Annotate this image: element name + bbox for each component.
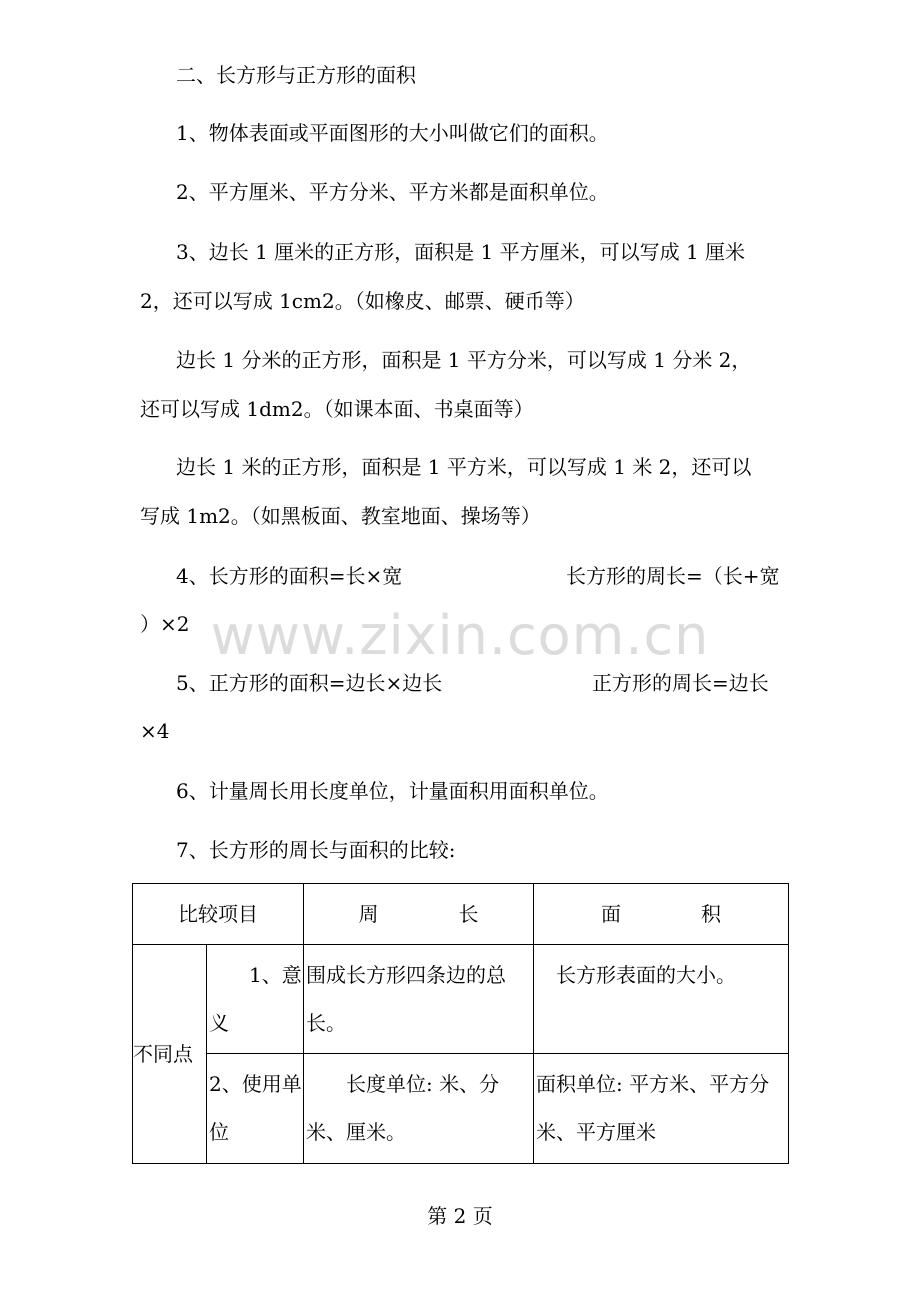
row1-area-cell	[534, 945, 789, 1054]
row2-label-cell	[207, 1054, 304, 1164]
paragraph-3-line-1: 3、边长 1 厘米的正方形，面积是 1 平方厘米，可以写成 1 厘米	[176, 240, 746, 264]
row2-perimeter-cell	[304, 1054, 534, 1164]
section-title: 二、长方形与正方形的面积	[176, 63, 416, 87]
group-label: 不同点	[133, 1042, 193, 1066]
row1-label: 1、意义	[209, 963, 302, 1035]
row2-area-cell	[534, 1054, 789, 1164]
header-item-cell	[133, 884, 304, 945]
paragraph-3b-line-1: 边长 1 分米的正方形，面积是 1 平方分米，可以写成 1 分米 2，	[176, 348, 752, 372]
paragraph-1: 1、物体表面或平面图形的大小叫做它们的面积。	[176, 121, 609, 145]
paragraph-4-continuation: ）×2	[140, 612, 190, 636]
table-header-row	[133, 884, 789, 945]
row2-area: 面积单位: 平方米、平方分米、平方厘米	[536, 1072, 770, 1144]
paragraph-3c-line-1: 边长 1 米的正方形，面积是 1 平方米，可以写成 1 米 2，还可以	[176, 455, 752, 479]
header-perimeter-cell	[304, 884, 534, 945]
header-perimeter-label: 周 长	[358, 902, 479, 926]
paragraph-4-left: 4、长方形的面积=长×宽	[176, 564, 403, 588]
table-row	[133, 1054, 789, 1164]
paragraph-3c-line-2: 写成 1m2。（如黑板面、教室地面、操场等）	[140, 504, 541, 528]
paragraph-3-line-2: 2，还可以写成 1cm2。（如橡皮、邮票、硬币等）	[140, 289, 585, 313]
comparison-table	[132, 883, 789, 1164]
header-item-label: 比较项目	[178, 902, 258, 926]
row2-perimeter: 长度单位: 米、分米、厘米。	[306, 1072, 500, 1144]
row2-label: 2、使用单位	[209, 1072, 302, 1144]
group-label-cell	[133, 945, 207, 1164]
paragraph-5-continuation: ×4	[140, 719, 170, 743]
paragraph-5-left: 5、正方形的面积=边长×边长	[176, 671, 443, 695]
row1-perimeter: 围成长方形四条边的总长。	[306, 963, 506, 1035]
row1-area: 长方形表面的大小。	[536, 963, 736, 987]
row1-label-cell	[207, 945, 304, 1054]
paragraph-7: 7、长方形的周长与面积的比较:	[176, 838, 456, 862]
table-row	[133, 945, 789, 1054]
paragraph-4-right: 长方形的周长=（长+宽	[566, 564, 780, 588]
watermark: www.zixin.com.cn	[210, 604, 710, 667]
paragraph-5-right: 正方形的周长=边长	[592, 671, 769, 695]
page-number: 第 2 页	[427, 1204, 493, 1228]
header-area-label: 面 积	[601, 902, 721, 926]
row1-perimeter-cell	[304, 945, 534, 1054]
paragraph-6: 6、计量周长用长度单位，计量面积用面积单位。	[176, 779, 609, 803]
paragraph-2: 2、平方厘米、平方分米、平方米都是面积单位。	[176, 180, 609, 204]
paragraph-3b-line-2: 还可以写成 1dm2。（如课本面、书桌面等）	[140, 397, 534, 421]
header-area-cell	[534, 884, 789, 945]
